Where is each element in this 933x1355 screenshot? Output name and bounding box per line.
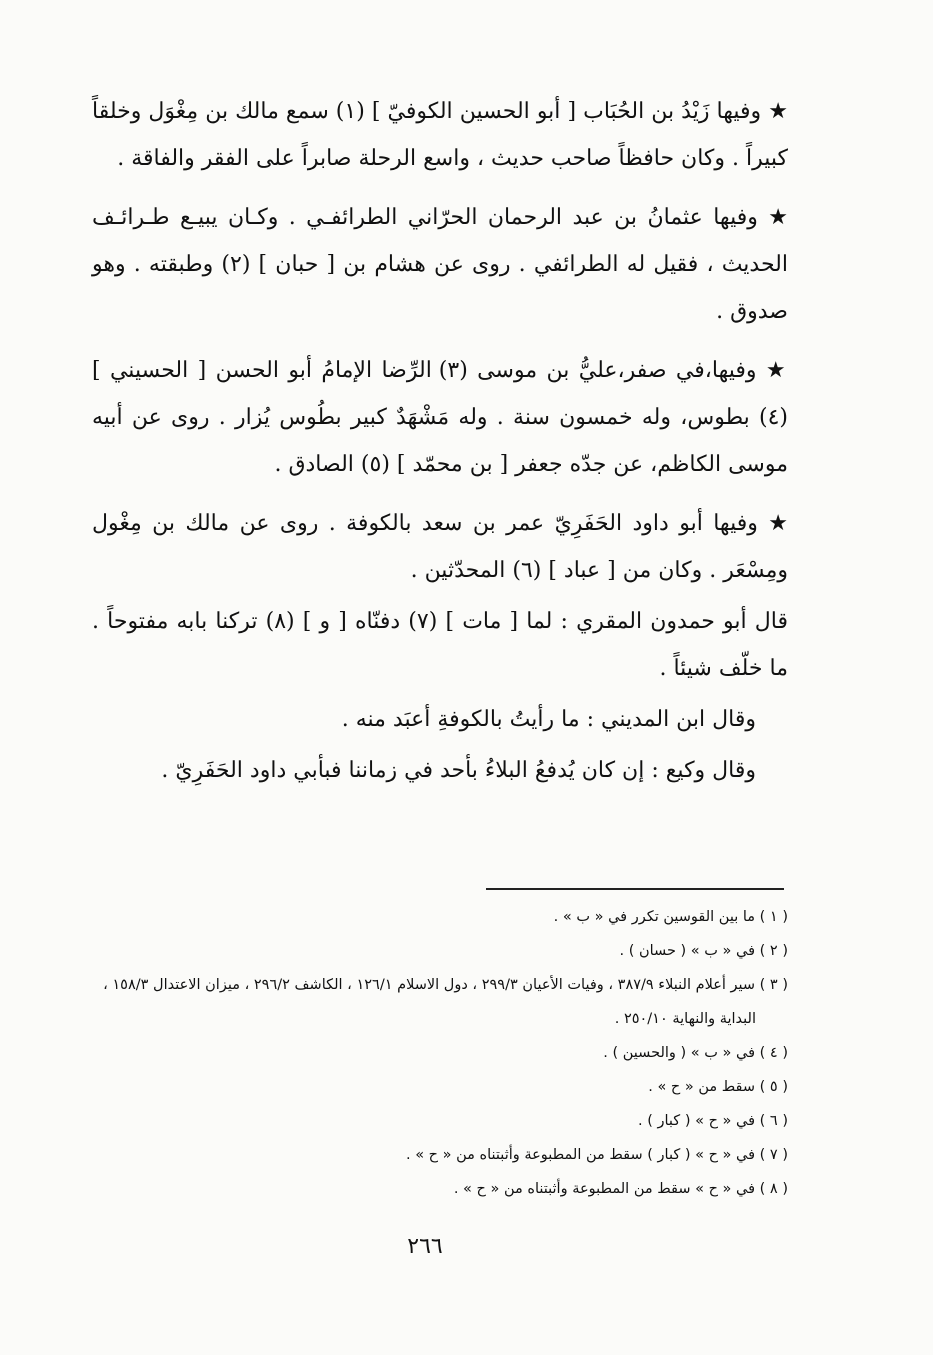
footnote-divider xyxy=(486,888,784,890)
footnote-1: ( ١ ) ما بين القوسين تكرر في « ب » . xyxy=(553,909,788,925)
footnote-6: ( ٦ ) في « ح » ( كبار ) . xyxy=(638,1113,788,1129)
footnote-7: ( ٧ ) في « ح » ( كبار ) سقط من المطبوعة وأثبتناه من « ح » . xyxy=(405,1147,788,1163)
footnote-5: ( ٥ ) سقط من « ح » . xyxy=(648,1079,788,1095)
footnote-3: ( ٣ ) سير أعلام النبلاء ٣٨٧/٩ ، وفيات الأعيان ٢٩٩/٣ ، دول الاسلام ١٢٦/١ ، الكاشف ٢٩٦/٢ ، ميزان الاعتدال ١٥٨/٣ ، البداية والنهاية ٢٥٠/١٠ . xyxy=(103,977,788,1027)
entry-zayd-ibn-al-hubab: ★ وفيها زَيْدُ بن الحُبَاب [ أبو الحسين الكوفيّ ] (١) سمع مالك بن مِغْوَل وخلقاً كبيراً . وكان حافظاً صاحب حديث ، واسع الرحلة صابراً على الفقر والفاقة . xyxy=(92,99,788,171)
footnote-8: ( ٨ ) في « ح » سقط من المطبوعة وأثبتناه من « ح » . xyxy=(453,1181,788,1197)
page-number: ٢٦٦ xyxy=(407,1234,443,1259)
footnote-2: ( ٢ ) في « ب » ( حسان ) . xyxy=(619,943,788,959)
quote-waki: وقال وكيع : إن كان يُدفعُ البلاءُ بأحد في زماننا فبأبي داود الحَفَرِيّ . xyxy=(161,758,756,783)
quote-abu-hamdun: قال أبو حمدون المقري : لما [ مات ] (٧) دفنّاه [ و ] (٨) تركنا بابه مفتوحاً . ما خلّف شيئاً . xyxy=(92,609,788,681)
entry-ali-ibn-musa-al-rida: ★ وفيها،في صفر،عليُّ بن موسى (٣) الرِّضا الإمامُ أبو الحسن [ الحسيني ] (٤) بطوس، وله خمسون سنة . وله مَشْهَدٌ كبير بطُوس يُزار . روى عن أبيه موسى الكاظم، عن جدّه جعفر [ بن محمّد ] (٥) الصادق . xyxy=(92,358,788,477)
footnote-4: ( ٤ ) في « ب » ( والحسين ) . xyxy=(603,1045,788,1061)
entry-uthman-al-taraifi: ★ وفيها عثمانُ بن عبد الرحمان الحرّاني الطرائفـي . وكـان يبيـع طـرائـف الحديث ، فقيل له الطرائفي . روى عن هشام بن [ حبان ] (٢) وطبقته . وهو صدوق . xyxy=(92,205,788,324)
entry-abu-dawud-al-hafari: ★ وفيها أبو داود الحَفَرِيّ عمر بن سعد بالكوفة . روى عن مالك بن مِغْول ومِسْعَر . وكان من [ عباد ] (٦) المحدّثين . xyxy=(92,511,788,583)
footnotes xyxy=(88,900,788,1206)
main-text xyxy=(92,88,788,794)
quote-ibn-al-madini: وقال ابن المديني : ما رأيتُ بالكوفةِ أعبَد منه . xyxy=(341,707,756,732)
